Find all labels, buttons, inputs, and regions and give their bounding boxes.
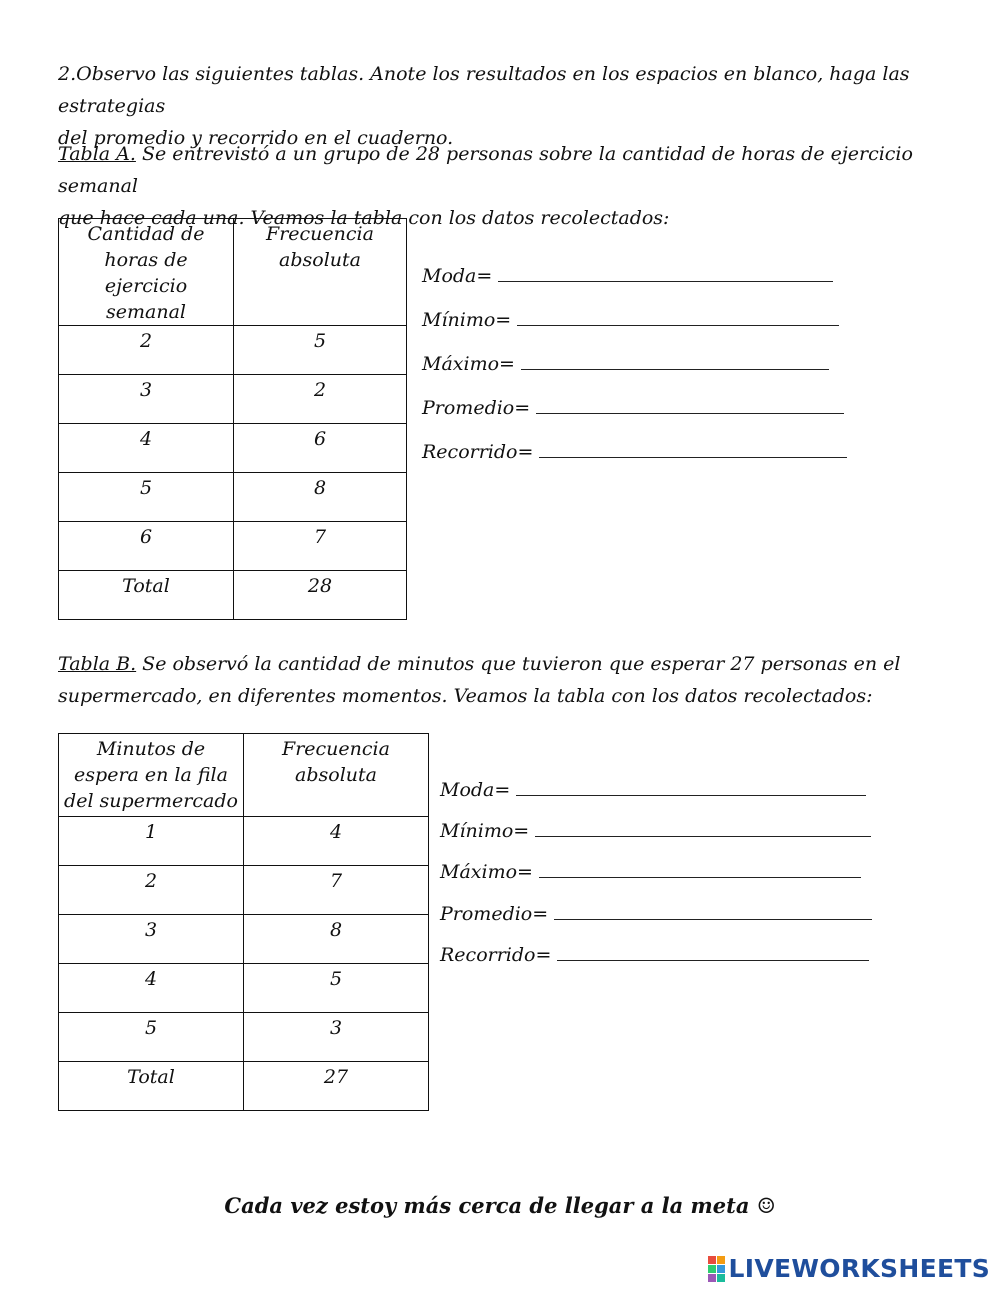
field-label: Promedio= xyxy=(440,903,549,925)
table-b-cell: 5 xyxy=(59,1013,244,1062)
table-a-recorrido-field xyxy=(422,440,847,464)
table-b-cell: 8 xyxy=(244,915,429,964)
answer-blank[interactable] xyxy=(498,267,833,282)
answer-blank[interactable] xyxy=(521,355,829,370)
answer-blank[interactable] xyxy=(536,399,844,414)
table-b-cell: 5 xyxy=(244,964,429,1013)
logo-tile xyxy=(708,1274,716,1282)
liveworksheets-logo xyxy=(708,1254,990,1283)
table-a-desc-line-2: que hace cada una. Veamos la tabla con los datos recolectados: xyxy=(58,207,670,229)
table-b-total-label: Total xyxy=(59,1062,244,1111)
field-label: Máximo= xyxy=(422,353,515,375)
table-b-recorrido-field xyxy=(440,943,869,967)
logo-tile xyxy=(717,1256,725,1264)
instructions-line-2: del promedio y recorrido en el cuaderno. xyxy=(58,127,454,149)
table-b-desc-line-2: supermercado, en diferentes momentos. Veamos la tabla con los datos recolectados: xyxy=(58,685,873,707)
answer-blank[interactable] xyxy=(557,946,869,961)
table-a xyxy=(58,218,407,620)
table-b-maximo-field xyxy=(440,860,861,884)
table-b-cell: 3 xyxy=(244,1013,429,1062)
table-a-label: Tabla A. xyxy=(58,143,136,165)
table-a-cell: 6 xyxy=(59,522,234,571)
table-a-desc-line-1: Se entrevistó a un grupo de 28 personas sobre la cantidad de horas de ejercicio semanal xyxy=(58,143,913,197)
answer-blank[interactable] xyxy=(516,781,866,796)
answer-blank[interactable] xyxy=(535,822,871,837)
field-label: Mínimo= xyxy=(440,820,530,842)
answer-blank[interactable] xyxy=(539,863,861,878)
table-a-total-label: Total xyxy=(59,571,234,620)
closing-message: Cada vez estoy más cerca de llegar a la meta ☺ xyxy=(224,1193,776,1218)
table-a-header-frequency: Frecuencia absoluta xyxy=(234,219,407,326)
table-b-cell: 3 xyxy=(59,915,244,964)
table-b-promedio-field xyxy=(440,902,872,926)
table-b-moda-field xyxy=(440,778,866,802)
table-b-cell: 2 xyxy=(59,866,244,915)
table-a-moda-field xyxy=(422,264,833,288)
answer-blank[interactable] xyxy=(517,311,839,326)
field-label: Moda= xyxy=(440,779,511,801)
table-a-cell: 3 xyxy=(59,375,234,424)
table-b-header-frequency: Frecuencia absoluta xyxy=(244,734,429,817)
table-a-cell: 7 xyxy=(234,522,407,571)
table-a-cell: 2 xyxy=(234,375,407,424)
table-a-cell: 2 xyxy=(59,326,234,375)
table-a-cell: 4 xyxy=(59,424,234,473)
table-a-promedio-field xyxy=(422,396,844,420)
table-a-cell: 8 xyxy=(234,473,407,522)
table-a-cell: 5 xyxy=(59,473,234,522)
table-a-cell: 6 xyxy=(234,424,407,473)
table-a-header-hours: Cantidad de horas de ejercicio semanal xyxy=(59,219,234,326)
logo-mark-icon xyxy=(708,1256,725,1282)
table-b xyxy=(58,733,429,1111)
table-b-cell: 7 xyxy=(244,866,429,915)
table-a-minimo-field xyxy=(422,308,839,332)
table-b-label: Tabla B. xyxy=(58,653,137,675)
field-label: Recorrido= xyxy=(440,944,552,966)
logo-tile xyxy=(717,1265,725,1273)
field-label: Mínimo= xyxy=(422,309,512,331)
table-b-minimo-field xyxy=(440,819,871,843)
table-b-total-value: 27 xyxy=(244,1062,429,1111)
instructions-line-1: 2.Observo las siguientes tablas. Anote los resultados en los espacios en blanco, haga las estrategias xyxy=(58,63,910,117)
logo-tile xyxy=(717,1274,725,1282)
table-b-desc-line-1: Se observó la cantidad de minutos que tuvieron que esperar 27 personas en el xyxy=(136,653,901,675)
answer-blank[interactable] xyxy=(539,443,847,458)
logo-text: LIVEWORKSHEETS xyxy=(728,1254,990,1283)
logo-tile xyxy=(708,1256,716,1264)
table-a-maximo-field xyxy=(422,352,829,376)
table-b-header-minutes: Minutos de espera en la fila del supermercado xyxy=(59,734,244,817)
field-label: Moda= xyxy=(422,265,493,287)
logo-tile xyxy=(708,1265,716,1273)
table-b-cell: 4 xyxy=(244,817,429,866)
table-b-cell: 1 xyxy=(59,817,244,866)
field-label: Máximo= xyxy=(440,861,533,883)
table-b-cell: 4 xyxy=(59,964,244,1013)
answer-blank[interactable] xyxy=(554,905,872,920)
table-b-description xyxy=(58,648,942,712)
field-label: Recorrido= xyxy=(422,441,534,463)
field-label: Promedio= xyxy=(422,397,531,419)
table-a-total-value: 28 xyxy=(234,571,407,620)
table-a-cell: 5 xyxy=(234,326,407,375)
